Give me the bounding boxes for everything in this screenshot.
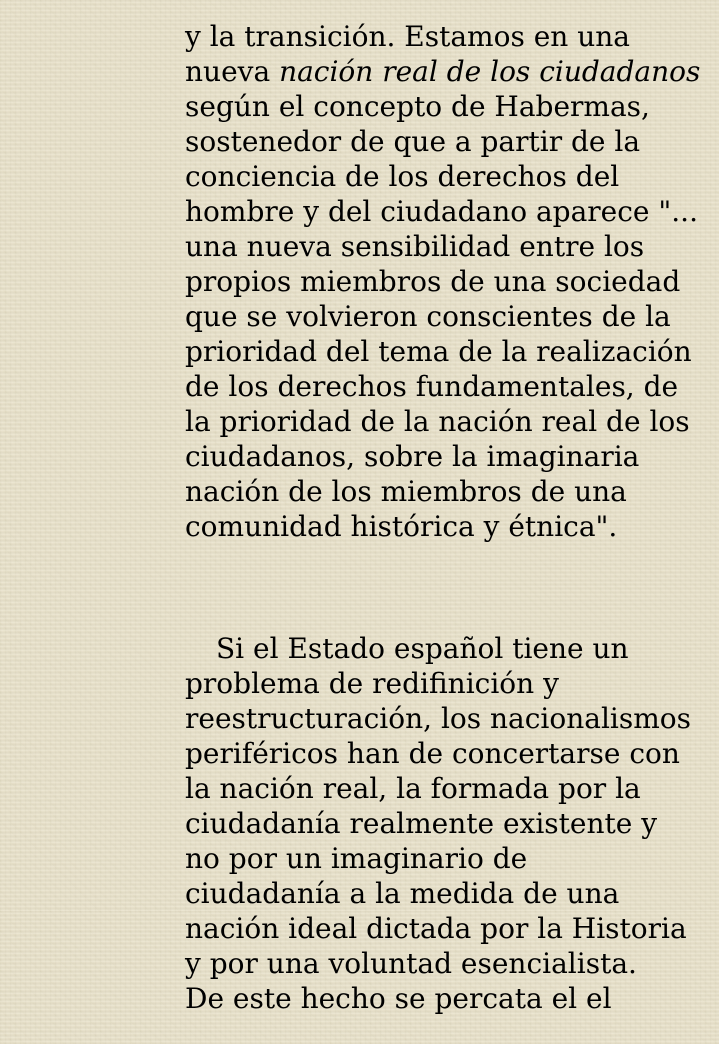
text-line: sostenedor de que a partir de la — [185, 125, 641, 158]
text-line: nación de los miembros de una — [185, 475, 627, 508]
text-line: que se volvieron conscientes de la — [185, 300, 671, 333]
text-line: y por una voluntad esencialista. — [185, 947, 637, 980]
text-line: propios miembros de una sociedad — [185, 265, 681, 298]
text-line: ciudadanía a la medida de una — [185, 877, 620, 910]
text-line: ciudadanos, sobre la imaginaria — [185, 440, 640, 473]
text-line: reestructuración, los nacionalismos — [185, 702, 692, 735]
text-fragment: nueva — [185, 55, 280, 88]
italic-phrase: nación real de los ciudadanos — [279, 55, 701, 88]
text-line: de los derechos fundamentales, de — [185, 370, 679, 403]
article-text — [185, 0, 715, 1044]
text-line: prioridad del tema de la realización — [185, 335, 692, 368]
text-line: conciencia de los derechos del — [185, 160, 620, 193]
text-line: la prioridad de la nación real de los — [185, 405, 690, 438]
paragraph-nacion-real — [185, 19, 715, 544]
text-line: no por un imaginario de — [185, 842, 528, 875]
text-line-indented: Si el Estado español tiene un — [216, 632, 629, 665]
text-line: una nueva sensibilidad entre los — [185, 230, 645, 263]
text-line: hombre y del ciudadano aparece "... — [185, 195, 698, 228]
text-line: según el concepto de Habermas, — [185, 90, 650, 123]
text-line: ciudadanía realmente existente y — [185, 807, 658, 840]
text-line: y la transición. Estamos en una — [185, 20, 630, 53]
text-line: problema de redifinición y — [185, 667, 559, 700]
text-line: De este hecho se percata el el — [185, 982, 612, 1015]
text-line: comunidad histórica y étnica". — [185, 510, 618, 543]
text-line — [185, 54, 715, 89]
text-line: la nación real, la formada por la — [185, 772, 641, 805]
text-line: periféricos han de concertarse con — [185, 737, 680, 770]
paragraph-spacer — [185, 572, 715, 603]
paragraph-estado-espanol — [185, 631, 715, 1016]
text-line: nación ideal dictada por la Historia — [185, 912, 687, 945]
